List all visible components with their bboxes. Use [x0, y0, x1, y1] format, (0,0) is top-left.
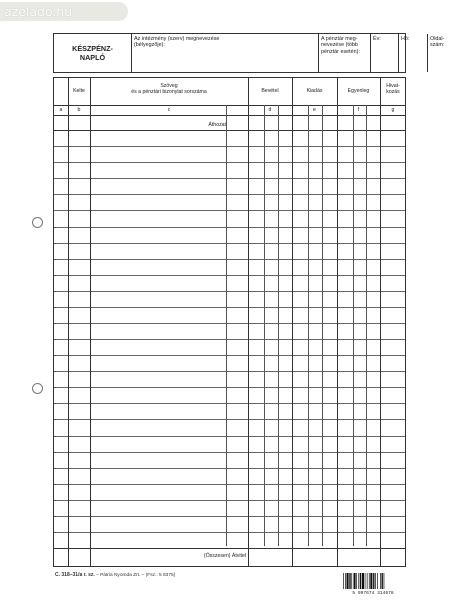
barcode-bar: [354, 573, 356, 589]
barcode-bar: [358, 573, 359, 589]
column-line: [337, 78, 338, 566]
col-header-hivatkozas-line1: Hivat-: [386, 83, 400, 89]
col-header-kiadas: Kiadás: [306, 88, 323, 94]
atvitel-label: (Összesen) Átvitel: [203, 553, 246, 559]
barcode-bar: [377, 573, 378, 589]
barcode-bar: [370, 573, 372, 589]
barcode-bar: [356, 573, 357, 589]
punch-hole-top: [32, 217, 43, 228]
column-line: [292, 78, 293, 566]
form-code: C. 318–31/a r. sz.: [55, 572, 95, 578]
barcode-bar: [380, 573, 381, 589]
form-title-line1: KÉSZPÉNZ-: [72, 44, 113, 53]
barcode-bar: [343, 573, 344, 589]
barcode-bar: [367, 573, 368, 589]
letter-a: a: [59, 107, 63, 113]
barcode-bar: [369, 573, 370, 589]
barcode-bar: [362, 573, 364, 589]
subcolumn-line: [308, 105, 309, 546]
cashbox-label: A pénztár meg-nevezése (több pénztár esetén):: [321, 36, 360, 55]
watermark: azelado.hu: [0, 2, 128, 21]
letter-b: b: [77, 107, 81, 113]
col-header-hivatkozas-line2: kozás: [386, 89, 400, 96]
barcode-bar: [375, 573, 376, 589]
subcolumn-line: [366, 105, 367, 546]
letter-e: e: [313, 107, 316, 113]
col-header-szoveg-line2: és a pénztári bizonylat sorszáma: [131, 89, 207, 96]
col-header-hivatkozas: [380, 83, 406, 96]
form-header: [53, 33, 445, 73]
subcolumn-line: [353, 105, 354, 546]
col-header-szoveg-line1: Szöveg: [160, 83, 178, 89]
punch-hole-bottom: [32, 383, 43, 394]
page-number-field[interactable]: [427, 34, 457, 72]
barcode-bar: [345, 573, 346, 589]
subcolumn-line: [322, 105, 323, 546]
letter-c: c: [167, 107, 171, 113]
form-title: [54, 34, 131, 72]
letter-g: g: [391, 107, 395, 113]
institution-field[interactable]: [131, 34, 318, 72]
column-line: [248, 78, 249, 566]
page-number-label: Oldal-szám:: [430, 36, 445, 49]
column-line: [68, 78, 69, 566]
subcolumn-line: [226, 105, 227, 546]
form-footer: [55, 572, 175, 578]
barcode-bar: [384, 573, 385, 589]
col-header-bevetel: Bevétel: [261, 88, 279, 94]
year-field[interactable]: [370, 34, 398, 72]
column-line: [380, 78, 381, 566]
letter-f: f: [357, 107, 360, 113]
month-label: Hó:: [401, 36, 410, 42]
barcode-bar: [365, 573, 366, 589]
atvitel-divider: [54, 548, 405, 549]
barcode-bar: [373, 573, 374, 589]
form-title-line2: NAPLÓ: [79, 53, 106, 62]
month-field[interactable]: [398, 34, 427, 72]
letter-d: d: [268, 107, 272, 113]
barcode: [341, 573, 405, 595]
col-header-egyenleg: Egyenleg: [347, 88, 370, 94]
subcolumn-line: [278, 105, 279, 546]
barcode-number: 5 997674 314678: [352, 591, 394, 596]
cash-journal-table: [53, 77, 406, 567]
publisher-info: – Pátria Nyomda Zrt. – (Fsz.: 5 8375): [94, 573, 176, 578]
subcolumn-line: [264, 105, 265, 546]
athozat-label: Áthozat: [208, 122, 226, 128]
col-header-kelte: Kelte: [73, 88, 85, 94]
institution-label: Az intézmény (szerv) megnevezése (bélyegzője):: [134, 36, 220, 49]
barcode-bar: [360, 573, 361, 589]
cashbox-field[interactable]: [318, 34, 370, 72]
col-header-szoveg: [90, 83, 248, 96]
barcode-bar: [349, 573, 350, 589]
column-line: [90, 78, 91, 566]
barcode-bar: [347, 573, 349, 589]
barcode-bar: [382, 573, 383, 589]
barcode-bar: [351, 573, 352, 589]
year-label: Év:: [373, 36, 381, 42]
